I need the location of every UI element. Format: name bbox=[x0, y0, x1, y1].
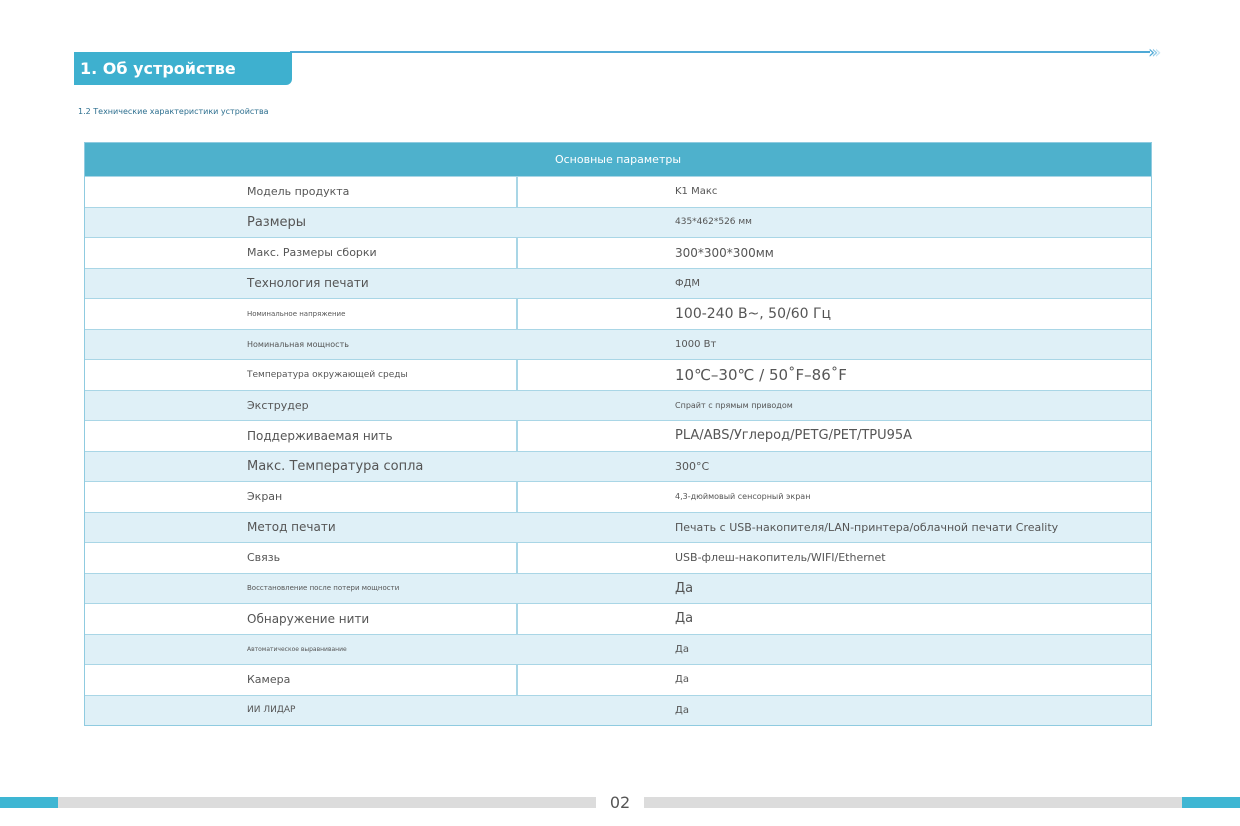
param-value: 100-240 В~, 50/60 Гц bbox=[675, 305, 832, 322]
table-row bbox=[85, 420, 1151, 451]
table-row bbox=[85, 542, 1151, 573]
param-label: Номинальное напряжение bbox=[247, 309, 346, 318]
param-value: 300°C bbox=[675, 459, 710, 473]
param-label: Камера bbox=[247, 673, 291, 687]
param-value: Спрайт с прямым приводом bbox=[675, 400, 793, 410]
param-label: Экран bbox=[247, 490, 283, 504]
param-label: Связь bbox=[247, 551, 281, 565]
param-label: Номинальная мощность bbox=[247, 339, 349, 349]
section-title: 1. Об устройстве bbox=[74, 52, 292, 85]
param-label: Поддерживаемая нить bbox=[247, 428, 393, 443]
table-row bbox=[85, 298, 1151, 329]
table-row bbox=[85, 451, 1151, 482]
param-value: 4,3-дюймовый сенсорный экран bbox=[675, 492, 811, 502]
table-row bbox=[85, 176, 1151, 207]
page-number: 02 bbox=[609, 793, 631, 812]
param-value: 10℃–30℃ / 50˚F–86˚F bbox=[675, 365, 847, 384]
table-row bbox=[85, 268, 1151, 299]
param-label: Температура окружающей среды bbox=[247, 369, 408, 380]
footer-accent-left bbox=[0, 797, 58, 808]
param-value: Печать с USB-накопителя/LAN-принтера/облачной печати Creality bbox=[675, 520, 1059, 534]
table-row bbox=[85, 634, 1151, 665]
param-label: Обнаружение нити bbox=[247, 611, 370, 626]
param-label: Модель продукта bbox=[247, 185, 350, 199]
table-row bbox=[85, 512, 1151, 543]
subsection-title: 1.2 Технические характеристики устройства bbox=[78, 107, 269, 116]
table-header: Основные параметры bbox=[85, 143, 1151, 176]
param-value: Да bbox=[675, 611, 694, 627]
param-label: Восстановление после потери мощности bbox=[247, 584, 400, 593]
spec-table bbox=[84, 142, 1152, 726]
footer-bar-right bbox=[644, 797, 1182, 808]
footer-bar-left bbox=[58, 797, 596, 808]
header-rule bbox=[290, 51, 1150, 53]
table-row bbox=[85, 664, 1151, 695]
table-row bbox=[85, 695, 1151, 726]
param-label: Экструдер bbox=[247, 398, 309, 412]
table-row bbox=[85, 481, 1151, 512]
param-value: K1 Макс bbox=[675, 186, 718, 198]
param-value: ФДМ bbox=[675, 277, 701, 289]
table-row bbox=[85, 573, 1151, 604]
param-label: ИИ ЛИДАР bbox=[247, 705, 296, 716]
table-row bbox=[85, 329, 1151, 360]
param-label: Метод печати bbox=[247, 520, 336, 535]
param-value: 300*300*300мм bbox=[675, 245, 774, 260]
param-value: Да bbox=[675, 704, 689, 716]
param-value: Да bbox=[675, 643, 689, 655]
param-value: PLA/ABS/Углерод/PETG/PET/TPU95A bbox=[675, 428, 913, 444]
param-value: 1000 Вт bbox=[675, 338, 717, 350]
param-value: USB-флеш-накопитель/WIFI/Ethernet bbox=[675, 551, 886, 565]
table-row bbox=[85, 207, 1151, 238]
param-label: Автоматическое выравнивание bbox=[247, 645, 347, 653]
param-label: Технология печати bbox=[247, 276, 369, 291]
table-row bbox=[85, 603, 1151, 634]
param-label: Макс. Температура сопла bbox=[247, 458, 424, 474]
param-label: Размеры bbox=[247, 214, 307, 230]
param-value: 435*462*526 мм bbox=[675, 217, 752, 228]
table-row bbox=[85, 359, 1151, 390]
param-value: Да bbox=[675, 674, 689, 686]
param-label: Макс. Размеры сборки bbox=[247, 246, 377, 260]
footer-accent-right bbox=[1182, 797, 1240, 808]
table-row bbox=[85, 390, 1151, 421]
table-row bbox=[85, 237, 1151, 268]
chevrons-icon: ››› bbox=[1148, 42, 1158, 63]
param-value: Да bbox=[675, 580, 694, 596]
